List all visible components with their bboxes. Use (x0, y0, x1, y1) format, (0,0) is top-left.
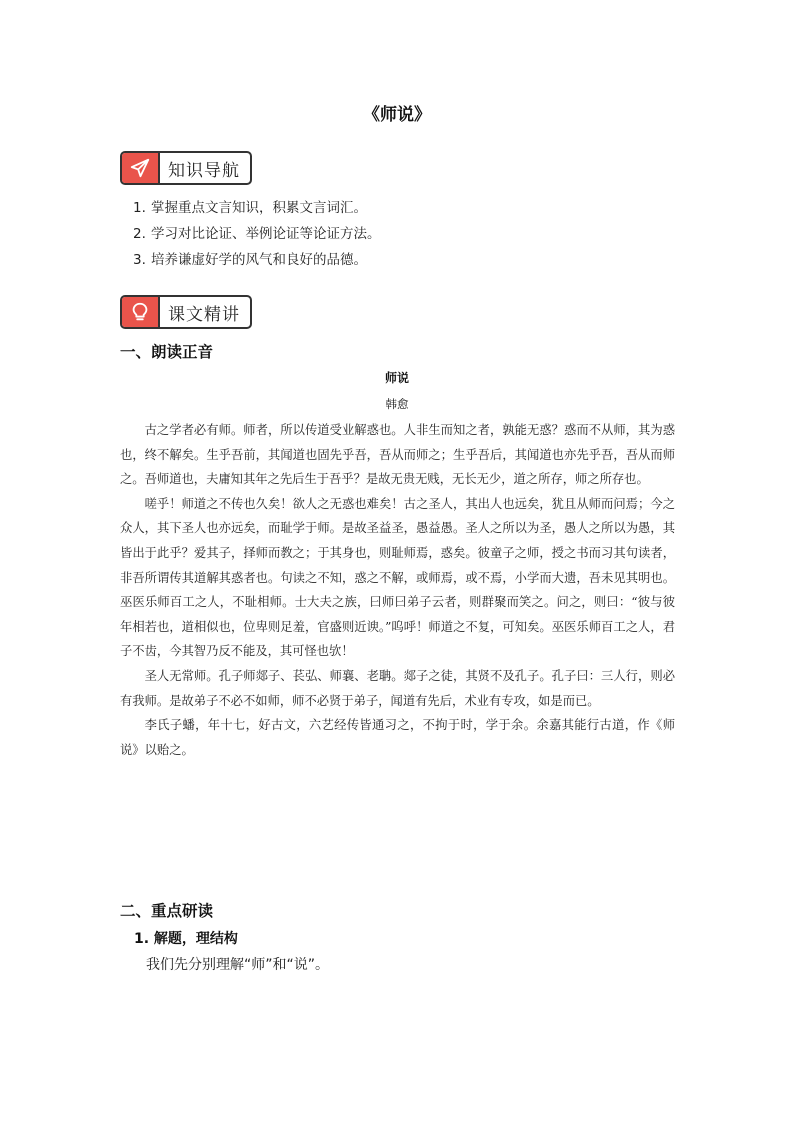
body-text: 我们先分别理解“师”和“说”。 (146, 957, 330, 973)
section-badge-text-lecture (120, 295, 252, 329)
paper-plane-icon (122, 153, 160, 183)
section-badge-label: 课文精讲 (168, 304, 240, 325)
part2-heading: 二、重点研读 (120, 902, 214, 920)
paragraph: 古之学者必有师。师者，所以传道受业解惑也。人非生而知之者，孰能无惑？惑而不从师，其为惑也，终不解矣。生乎吾前，其闻道也固先乎吾，吾从而师之；生乎吾后，其闻道也亦先乎吾，吾从而师之。吾师道也，夫庸知其年之先后生于吾乎？是故无贵无贱，无长无少，道之所存，师之所存也。 (120, 423, 675, 487)
list-item: 3. 培养谦虚好学的风气和良好的品德。 (133, 252, 367, 268)
text-author: 韩愈 (385, 397, 409, 411)
sub-heading: 1. 解题，理结构 (134, 931, 238, 947)
lightbulb-icon (122, 297, 160, 327)
part1-heading: 一、朗读正音 (120, 343, 214, 361)
section-badge-label: 知识导航 (168, 160, 240, 181)
document-title: 《师说》 (363, 105, 431, 125)
text-title: 师说 (384, 371, 409, 385)
paragraph: 李氏子蟠，年十七，好古文，六艺经传皆通习之，不拘于时，学于余。余嘉其能行古道，作《师说》以贻之。 (120, 718, 675, 757)
list-item: 2. 学习对比论证、举例论证等论证方法。 (133, 226, 381, 242)
list-item: 1. 掌握重点文言知识，积累文言词汇。 (133, 200, 367, 216)
section-badge-knowledge-nav (120, 151, 252, 185)
objectives-list (133, 195, 381, 273)
paragraph: 嗟乎！师道之不传也久矣！欲人之无惑也难矣！古之圣人，其出人也远矣，犹且从师而问焉；今之众人，其下圣人也亦远矣，而耻学于师。是故圣益圣，愚益愚。圣人之所以为圣，愚人之所以为愚，其皆出于此乎？爱其子，择师而教之；于其身也，则耻师焉，惑矣。彼童子之师，授之书而习其句读者，非吾所谓传其道解其惑者也。句读之不知，惑之不解，或师焉，或不焉，小学而大遗，吾未见其明也。巫医乐师百工之人，不耻相师。士大夫之族，曰师曰弟子云者，则群聚而笑之。问之，则曰：“彼与彼年相若也，道相似也，位卑则足羞，官盛则近谀。”呜呼！师道之不复，可知矣。巫医乐师百工之人，君子不齿，今其智乃反不能及，其可怪也欤！ (120, 496, 675, 659)
classical-text (120, 418, 675, 762)
paragraph: 圣人无常师。孔子师郯子、苌弘、师襄、老聃。郯子之徒，其贤不及孔子。孔子曰：三人行，则必有我师。是故弟子不必不如师，师不必贤于弟子，闻道有先后，术业有专攻，如是而已。 (120, 668, 675, 708)
